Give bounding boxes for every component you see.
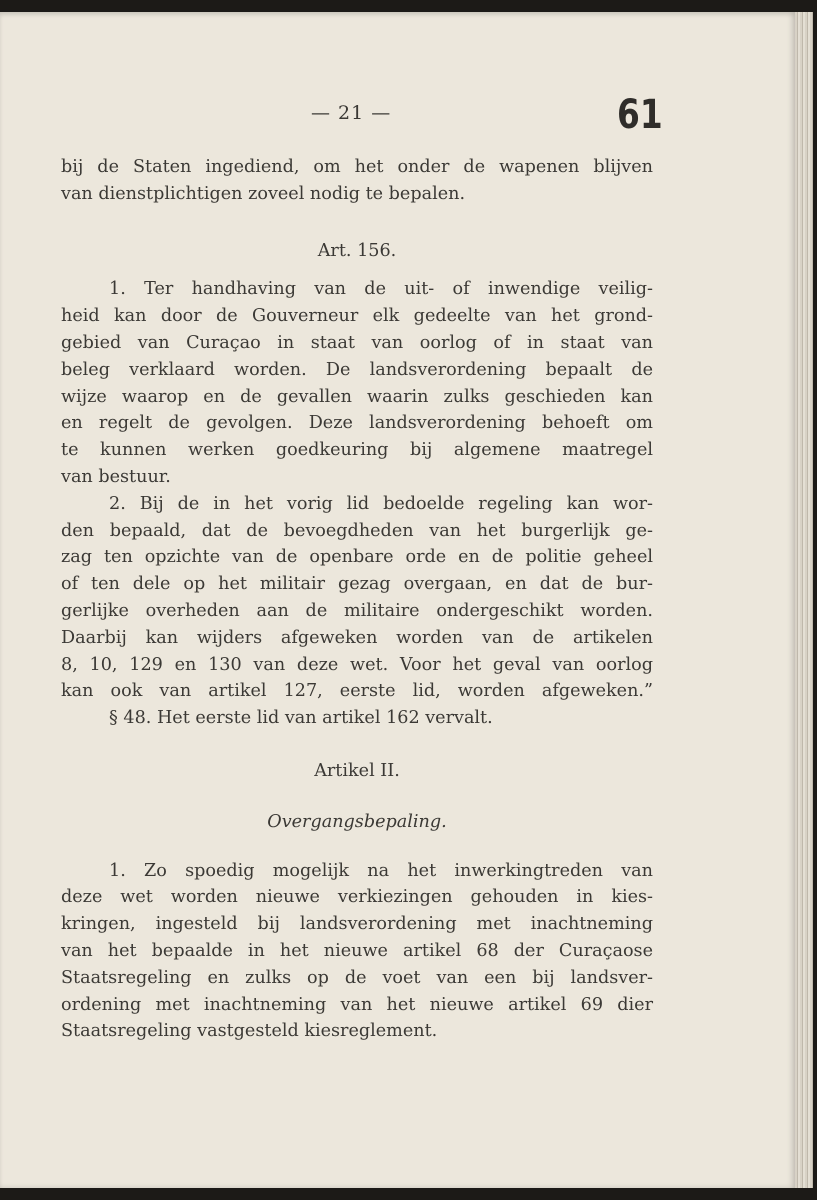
text-line: te kunnen werken goedkeuring bij algemene maatregel — [61, 440, 653, 461]
text-line: deze wet worden nieuwe verkiezingen gehouden in kies- — [61, 887, 653, 908]
text-line: bij de Staten ingediend, om het onder de wapenen blijven — [61, 157, 653, 177]
text-line: 1. Ter handhaving van de uit- of inwendige veilig- — [109, 279, 653, 300]
text-line: van het bepaalde in het nieuwe artikel 68 der Curaçaose — [61, 940, 653, 961]
text-line: Staatsregeling en zulks op de voet van een bij landsver- — [61, 967, 653, 988]
text-line: ordening met inachtneming van het nieuwe artikel 69 dier — [61, 994, 653, 1015]
article-heading: Art. 156. — [317, 240, 397, 261]
book-page — [0, 12, 795, 1188]
page-number: — 21 — — [311, 102, 392, 124]
page-edge — [795, 12, 813, 1188]
text-line: van dienstplichtigen zoveel nodig te bepalen. — [61, 183, 466, 204]
text-line: Staatsregeling vastgesteld kiesreglement. — [61, 1021, 438, 1042]
text-line: van bestuur. — [61, 466, 171, 487]
text-line: wijze waarop en de gevallen waarin zulks geschieden kan — [61, 386, 653, 407]
text-line: gerlijke overheden aan de militaire ondergeschikt worden. — [61, 600, 653, 621]
stamped-page-number: 61 — [617, 92, 663, 138]
page-header — [0, 92, 795, 142]
text-line: Daarbij kan wijders afgeweken worden van de artikelen — [61, 627, 653, 648]
text-line: en regelt de gevolgen. Deze landsverordening behoeft om — [61, 413, 653, 434]
text-line: 8, 10, 129 en 130 van deze wet. Voor het geval van oorlog — [61, 654, 653, 675]
text-line: heid kan door de Gouverneur elk gedeelte van het grond- — [61, 306, 653, 327]
text-line: den bepaald, dat de bevoegdheden van het burgerlijk ge- — [61, 520, 653, 541]
text-line: beleg verklaard worden. De landsverordening bepaalt de — [61, 359, 653, 380]
page-body — [61, 154, 653, 1045]
text-line: zag ten opzichte van de openbare orde en de politie geheel — [61, 547, 653, 568]
text-line: kringen, ingesteld bij landsverordening met inachtneming — [61, 914, 653, 935]
text-line: 1. Zo spoedig mogelijk na het inwerkingtreden van — [109, 860, 653, 881]
article-heading: Artikel II. — [314, 760, 400, 781]
paragraph-48: § 48. Het eerste lid van artikel 162 vervalt. — [109, 708, 493, 729]
text-line: of ten dele op het militair gezag overgaan, en dat de bur- — [61, 574, 653, 595]
text-line: 2. Bij de in het vorig lid bedoelde regeling kan wor- — [109, 493, 653, 514]
section-heading: Overgangsbepaling. — [267, 811, 447, 832]
text-line: gebied van Curaçao in staat van oorlog of in staat van — [61, 332, 653, 353]
text-line: kan ook van artikel 127, eerste lid, worden afgeweken.” — [61, 681, 653, 702]
